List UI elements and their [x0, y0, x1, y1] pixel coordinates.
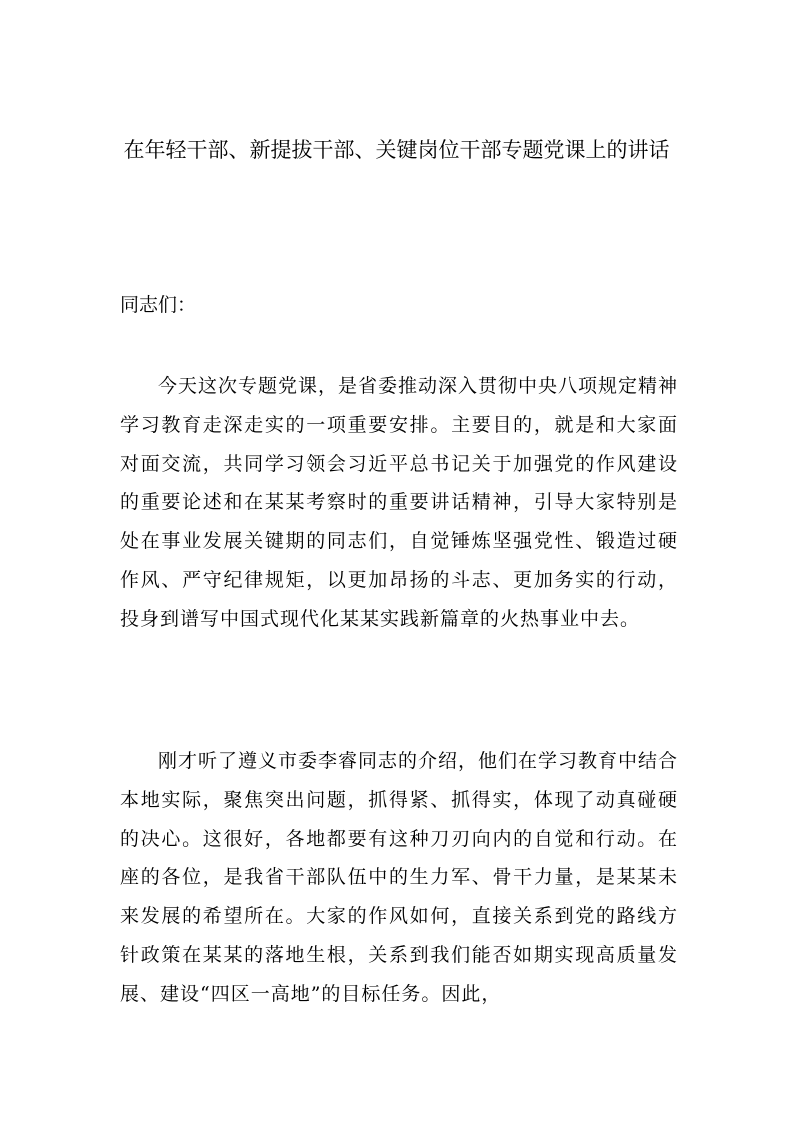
body-paragraph-1: 今天这次专题党课，是省委推动深入贯彻中央八项规定精神学习教育走深走实的一项重要安排。主要目的，就是和大家面对面交流，共同学习领会习近平总书记关于加强党的作风建设的重要论述和在某某考察时的重要讲话精神，引导大家特别是处在事业发展关键期的同志们，自觉锤炼坚强党性、锻造过硬作风、严守纪律规矩，以更加昂扬的斗志、更加务实的行动，投身到谱写中国式现代化某某实践新篇章的火热事业中去。	[120, 375, 679, 630]
salutation: 同志们：	[120, 294, 197, 316]
body-paragraph-2: 刚才听了遵义市委李睿同志的介绍，他们在学习教育中结合本地实际，聚焦突出问题，抓得紧、抓得实，体现了动真碰硬的决心。这很好，各地都要有这种刀刃向内的自觉和行动。在座的各位，是我省干部队伍中的生力军、骨干力量，是某某未来发展的希望所在。大家的作风如何，直接关系到党的路线方针政策在某某的落地生根，关系到我们能否如期实现高质量发展、建设“四区一高地”的目标任务。因此，	[120, 750, 679, 1005]
document-title: 在年轻干部、新提拔干部、关键岗位干部专题党课上的讲话	[123, 138, 670, 162]
